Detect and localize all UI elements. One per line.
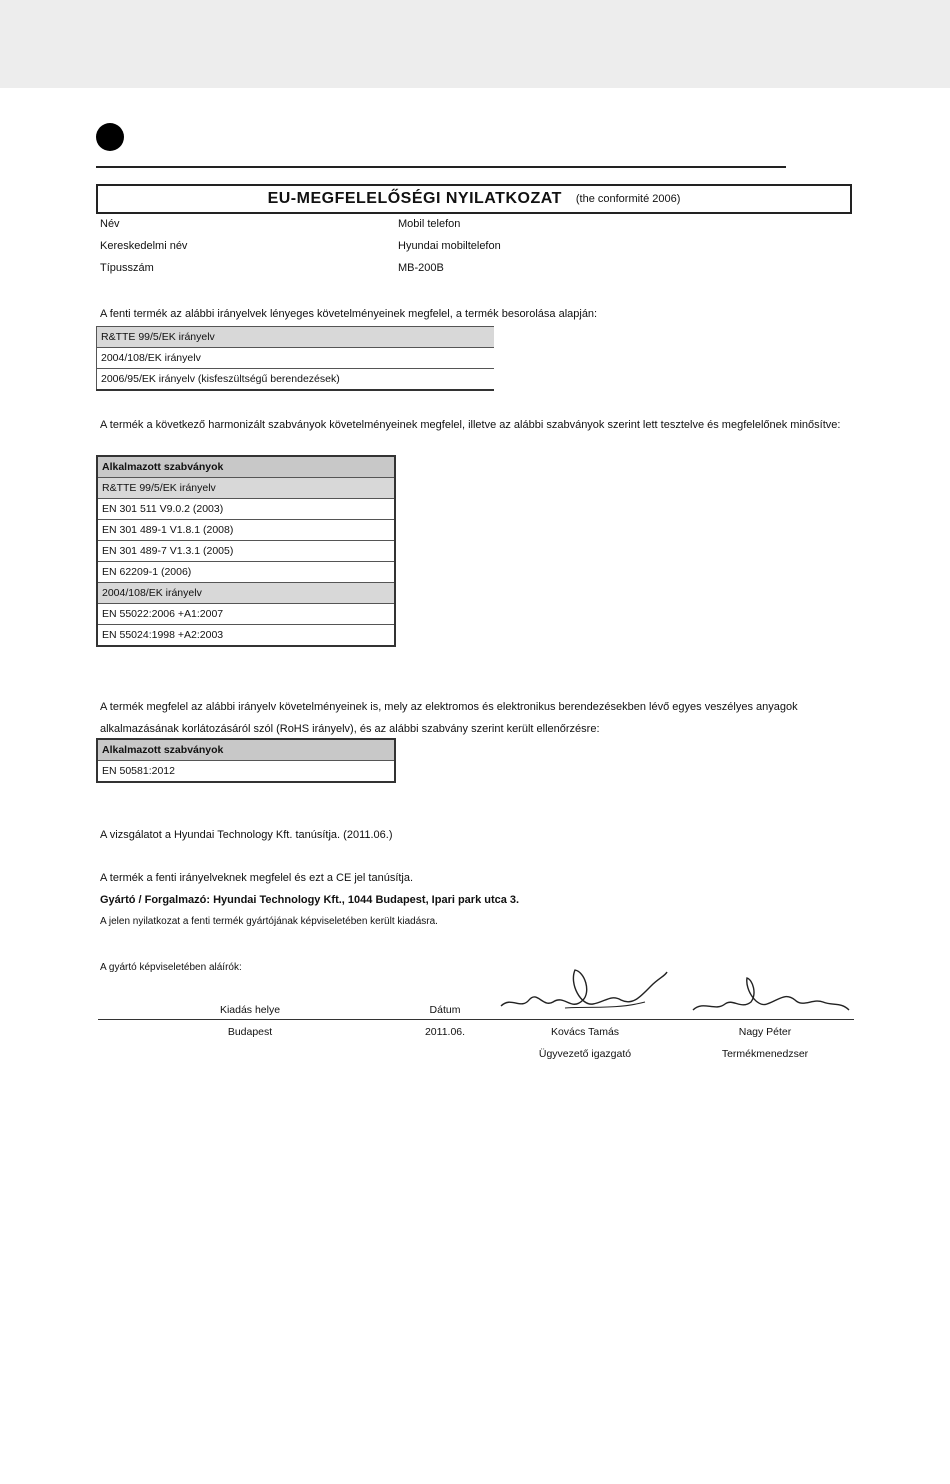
standards-table [96, 455, 396, 647]
date-value: 2011.06. [424, 1026, 466, 1038]
declaration-title: EU-MEGFELELŐSÉGI NYILATKOZAT [267, 190, 562, 207]
section-bullet-icon [96, 123, 124, 151]
table-row [97, 562, 395, 583]
product-label: Típusszám [100, 262, 154, 274]
table-cell: EN 301 489-7 V1.3.1 (2005) [97, 541, 395, 562]
signature-1-icon [495, 966, 675, 1020]
table-cell: Alkalmazott szabványok [97, 456, 395, 478]
signer1-title: Ügyvezető igazgató [538, 1048, 632, 1060]
product-label: Név [100, 218, 120, 230]
top-bar [0, 0, 950, 88]
table-cell: R&TTE 99/5/EK irányelv [97, 327, 495, 348]
table-row [97, 739, 395, 761]
table-row [97, 499, 395, 520]
table-cell: 2006/95/EK irányelv (kisfeszültségű berendezések) [97, 369, 495, 391]
place-value: Budapest [227, 1026, 273, 1038]
place-label: Kiadás helye [219, 1004, 281, 1016]
header-rule [96, 166, 786, 168]
product-value: Hyundai mobiltelefon [398, 240, 501, 252]
signer2-name: Nagy Péter [738, 1026, 792, 1038]
directive-table [96, 326, 494, 391]
table-cell: EN 50581:2012 [97, 761, 395, 783]
table-cell: EN 301 511 V9.0.2 (2003) [97, 499, 395, 520]
table-row [97, 478, 395, 499]
declaration-subtitle: (the conformité 2006) [575, 193, 681, 205]
signature-2-icon [685, 972, 855, 1020]
issuer-line: A gyártó képviseletében aláírók: [100, 962, 242, 973]
table-cell: EN 62209-1 (2006) [97, 562, 395, 583]
table-row [97, 625, 395, 647]
table-cell: 2004/108/EK irányelv [97, 348, 495, 369]
issue-note: A jelen nyilatkozat a fenti termék gyártójának képviseletében került kiadásra. [100, 916, 438, 927]
date-label: Dátum [429, 1004, 461, 1016]
manufacturer-line: Gyártó / Forgalmazó: Hyundai Technology Kft., 1044 Budapest, Ipari park utca 3. [100, 894, 520, 906]
product-label: Kereskedelmi név [100, 240, 188, 252]
section2-text: A termék a következő harmonizált szabványok követelményeinek megfelel, illetve az alábbi szabványok szerint lett tesztelve és megfelelőnek minősítve: [100, 419, 841, 431]
product-value: Mobil telefon [398, 218, 461, 230]
table-cell: Alkalmazott szabványok [97, 739, 395, 761]
table-cell: 2004/108/EK irányelv [97, 583, 395, 604]
table-row [97, 604, 395, 625]
table-row [97, 327, 495, 348]
section3-text: A termék megfelel az alábbi irányelv követelményeinek is, mely az elektromos és elektronikus berendezésekben lévő egyes veszélyes anyagok alkalmazásának korlátozásáról szól (RoHS irányelv), és az alábbi szabvány szerint került ellenőrzésre: [100, 701, 798, 735]
table-cell: EN 301 489-1 V1.8.1 (2008) [97, 520, 395, 541]
table-row [97, 541, 395, 562]
section1-text: A fenti termék az alábbi irányelvek lényeges követelményeinek megfelel, a termék besorolása alapján: [100, 308, 598, 320]
table-cell: EN 55024:1998 +A2:2003 [97, 625, 395, 647]
ce-note: A termék a fenti irányelveknek megfelel és ezt a CE jel tanúsítja. [100, 872, 414, 884]
table-row [97, 761, 395, 783]
signer2-title: Termékmenedzser [721, 1048, 809, 1060]
product-value: MB-200B [398, 262, 444, 274]
table-row [97, 520, 395, 541]
rohs-standards-table [96, 738, 396, 783]
table-cell: EN 55022:2006 +A1:2007 [97, 604, 395, 625]
table-cell: R&TTE 99/5/EK irányelv [97, 478, 395, 499]
table-row [97, 583, 395, 604]
signer1-name: Kovács Tamás [550, 1026, 620, 1038]
declaration-title-box [96, 184, 852, 214]
signature-line [98, 1019, 854, 1020]
testing-note: A vizsgálatot a Hyundai Technology Kft. tanúsítja. (2011.06.) [100, 829, 393, 841]
table-row [97, 369, 495, 391]
table-row [97, 348, 495, 369]
table-row [97, 456, 395, 478]
